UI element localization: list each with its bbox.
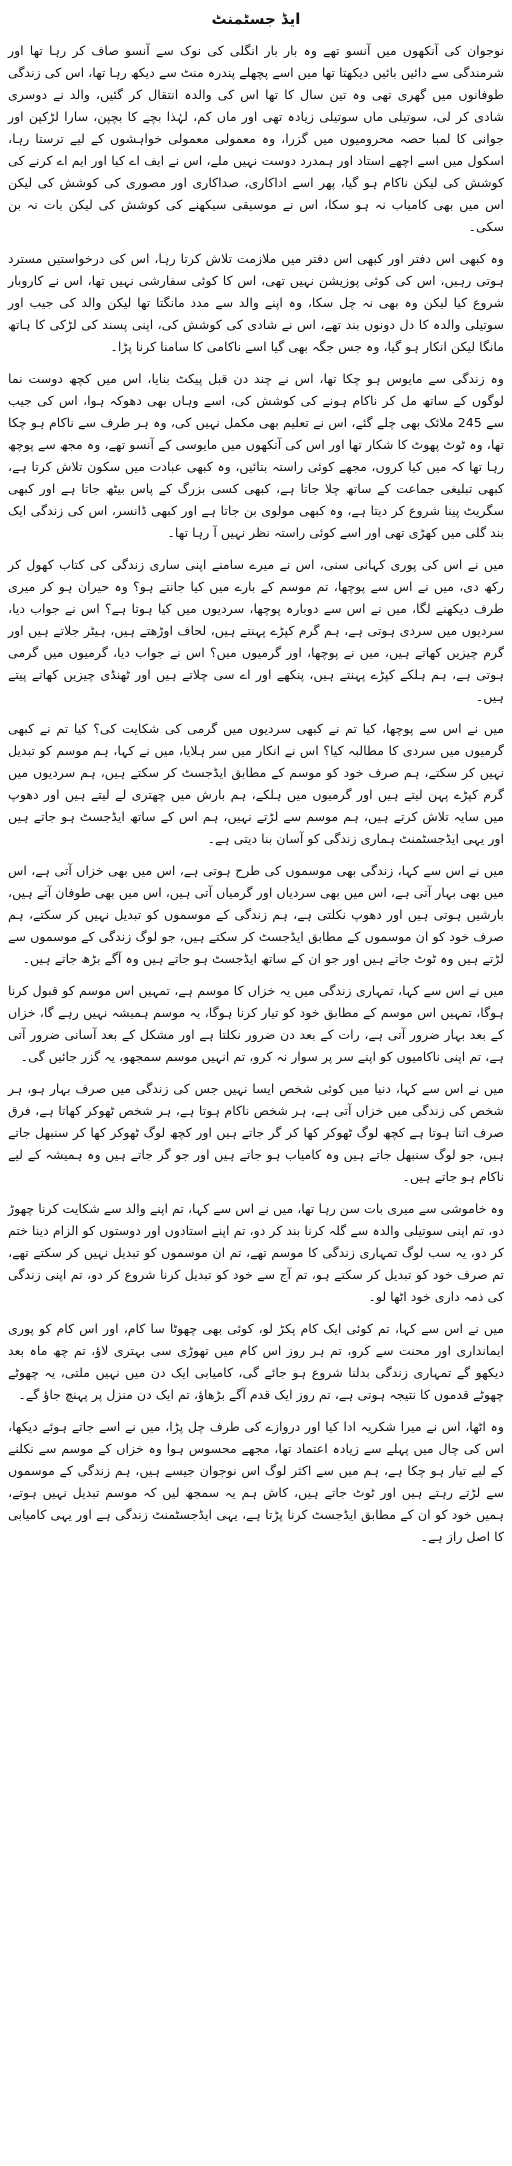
article-paragraph: میں نے اس کی پوری کہانی سنی، اس نے میرے سامنے اپنی ساری زندگی کی کتاب کھول کر رکھ دی، میں نے اس سے پوچھا، تم موسم کے بارے میں کیا جانتے ہو؟ وہ حیران ہو کر میری طرف دیکھنے لگا، میں نے اس سے دوبارہ پوچھا، سردیوں میں کیا ہوتا ہے؟ اس نے جواب دیا، سردیوں میں سردی ہوتی ہے، ہم گرم کپڑے پہنتے ہیں، لحاف اوڑھتے ہیں، ہیٹر جلاتے ہیں اور گرم چیزیں کھاتے ہیں، میں نے پوچھا، اور گرمیوں میں؟ اس نے جواب دیا، گرمیوں میں گرمی ہوتی ہے، ہم ہلکے کپڑے پہنتے ہیں، پنکھے اور اے سی چلاتے ہیں اور ٹھنڈی چیزیں کھاتے پیتے ہیں۔ [8, 557, 504, 704]
article-paragraph: وہ کبھی اس دفتر اور کبھی اس دفتر میں ملازمت تلاش کرتا رہا، اس کی درخواستیں مسترد ہوتی رہیں، اس کی کوئی پوزیشن نہیں تھی، اس کا کوئی سفارشی نہیں تھا، اس نے کاروبار شروع کیا لیکن وہ بھی نہ چل سکا، وہ اپنے والد سے مدد مانگتا تھا لیکن والد کی جیب اور سوتیلی والدہ کا دل دونوں بند تھے، اس نے شادی کی کوشش کی، اپنی پسند کی لڑکی کا ہاتھ مانگا لیکن انکار ہو گیا، وہ جس جگہ بھی گیا اسے ناکامی کا سامنا کرنا پڑا۔ [8, 251, 504, 354]
article-paragraph: میں نے اس سے پوچھا، کیا تم نے کبھی سردیوں میں گرمی کی شکایت کی؟ کیا تم نے کبھی گرمیوں میں سردی کا مطالبہ کیا؟ اس نے انکار میں سر ہلایا، میں نے کہا، ہم موسم کو تبدیل نہیں کر سکتے، ہم صرف خود کو موسم کے مطابق ایڈجسٹ کر سکتے ہیں، ہم سردیوں میں گرم کپڑے پہن لیتے ہیں اور گرمیوں میں ہلکے، ہم بارش میں چھتری لے لیتے ہیں اور دھوپ میں سایہ تلاش کرتے ہیں، ہم موسم سے لڑتے نہیں، ہم اس کے ساتھ ایڈجسٹ ہو جاتے ہیں اور یہی ایڈجسٹمنٹ ہماری زندگی کو آسان بنا دیتی ہے۔ [8, 721, 504, 846]
article-paragraph: میں نے اس سے کہا، تم کوئی ایک کام پکڑ لو، کوئی بھی چھوٹا سا کام، اور اس کام کو پوری ایمانداری اور محنت سے کرو، تم ہر روز اس کام میں تھوڑی سی بہتری لاؤ، تم چھ ماہ بعد دیکھو گے تمہاری زندگی بدلنا شروع ہو جائے گی، کامیابی ایک دن میں نہیں ملتی، یہ چھوٹے چھوٹے قدموں کا نتیجہ ہوتی ہے، تم روز ایک قدم آگے بڑھاؤ، تم ایک دن منزل پر پہنچ جاؤ گے۔ [8, 1321, 504, 1402]
article-paragraph: میں نے اس سے کہا، زندگی بھی موسموں کی طرح ہوتی ہے، اس میں بھی خزاں آتی ہے، اس میں بھی بہار آتی ہے، اس میں بھی سردیاں اور گرمیاں آتی ہیں، اس میں بھی طوفان آتے ہیں، بارشیں ہوتی ہیں اور دھوپ نکلتی ہے، ہم زندگی کے موسموں کو تبدیل نہیں کر سکتے، ہم صرف خود کو ان موسموں کے مطابق ایڈجسٹ کر سکتے ہیں، جو لوگ زندگی کے موسموں سے لڑتے ہیں وہ ٹوٹ جاتے ہیں اور جو ان کے ساتھ ایڈجسٹ ہو جاتے ہیں وہ آگے بڑھ جاتے ہیں۔ [8, 863, 504, 966]
article-title: ایڈ جسٹمنٹ [211, 10, 301, 28]
article-paragraph: وہ اٹھا، اس نے میرا شکریہ ادا کیا اور دروازے کی طرف چل پڑا، میں نے اسے جاتے ہوئے دیکھا، اس کی چال میں پہلے سے زیادہ اعتماد تھا، مجھے محسوس ہوا وہ خزاں کے موسم سے نکلنے کے لیے تیار ہو چکا ہے، ہم میں سے اکثر لوگ اس نوجوان جیسے ہیں، ہم زندگی کے موسموں سے لڑتے رہتے ہیں اور ٹوٹ جاتے ہیں، کاش ہم یہ سمجھ لیں کہ موسم تبدیل نہیں ہوتے، ہمیں خود کو ان کے مطابق ایڈجسٹ کرنا پڑتا ہے، یہی ایڈجسٹمنٹ زندگی ہے اور یہی کامیابی کا اصل راز ہے۔ [8, 1419, 504, 1544]
article-paragraph: نوجوان کی آنکھوں میں آنسو تھے وہ بار بار انگلی کی نوک سے آنسو صاف کر رہا تھا اور شرمندگی سے دائیں بائیں دیکھتا تھا میں اسے پچھلے پندرہ منٹ سے دیکھ رہا تھا، اس کی زندگی طوفانوں میں گھری تھی وہ تین سال کا تھا اس کی والدہ انتقال کر گئیں، والد نے دوسری شادی کر لی، سوتیلی ماں سوتیلی زیادہ تھی اور ماں کم، لہٰذا بچے کا بچپن، سارا لڑکپن اور جوانی کا لمبا حصہ محرومیوں میں گزرا، وہ معمولی معمولی خواہشوں کے لیے ترستا رہا، اسکول میں اسے اچھے استاد اور ہمدرد دوست نہیں ملے، اس نے ایف اے کیا اور ایم اے کرنے کی کوشش کی لیکن ناکام ہو گیا، پھر اسے اداکاری، صداکاری اور مصوری کی کوشش کی لیکن اس میں بھی کامیاب نہ ہو سکا، اس نے موسیقی سیکھنے کی کوشش کی لیکن بات نہ بن سکی۔ [8, 43, 504, 234]
article-body [8, 40, 504, 1548]
article-paragraph: میں نے اس سے کہا، تمہاری زندگی میں یہ خزاں کا موسم ہے، تمہیں اس موسم کو قبول کرنا ہوگا، تمہیں اس موسم کے مطابق خود کو تیار کرنا ہوگا، یہ موسم ہمیشہ نہیں رہے گا، خزاں کے بعد بہار ضرور آتی ہے، رات کے بعد دن ضرور نکلتا ہے اور مشکل کے بعد آسانی ضرور آتی ہے، تم اپنی ناکامیوں کو اپنے سر پر سوار نہ کرو، تم انہیں موسم سمجھو، یہ گزر جائیں گی۔ [8, 983, 504, 1064]
article-paragraph: وہ زندگی سے مایوس ہو چکا تھا، اس نے چند دن قبل پیکٹ بنایا، اس میں کچھ دوست نما لوگوں کے ساتھ مل کر ناکام ہونے کی کوشش کی، اسے وہاں بھی دھوکہ ہوا، اس کی جیب سے 245 ملائک بھی چلے گئے، اس نے تعلیم بھی مکمل نہیں کی، وہ ہر طرف سے ناکام ہو چکا تھا، وہ ٹوٹ پھوٹ کا شکار تھا اور اس کی آنکھوں میں مایوسی کے آنسو تھے، وہ مجھ سے پوچھ رہا تھا کہ میں کیا کروں، مجھے کوئی راستہ بتائیں، وہ کبھی عبادت میں سکون تلاش کرتا ہے، کبھی تبلیغی جماعت کے ساتھ چلا جاتا ہے، کبھی کسی بزرگ کے پاس بیٹھ جاتا ہے اور کبھی سگریٹ پینا شروع کر دیتا ہے، وہ کبھی مولوی بن جاتا ہے اور کبھی ڈانسر، اس کی زندگی ایک بند گلی میں کھڑی تھی اور اسے کوئی راستہ نظر نہیں آ رہا تھا۔ [8, 371, 505, 540]
article-paragraph: میں نے اس سے کہا، دنیا میں کوئی شخص ایسا نہیں جس کی زندگی میں صرف بہار ہو، ہر شخص کی زندگی میں خزاں آتی ہے، ہر شخص ناکام ہوتا ہے، ہر شخص ٹھوکر کھاتا ہے، فرق صرف اتنا ہوتا ہے کچھ لوگ ٹھوکر کھا کر گر جاتے ہیں اور کچھ لوگ ٹھوکر کھا کر سنبھل جاتے ہیں، جو لوگ سنبھل جاتے ہیں وہ کامیاب ہو جاتے ہیں اور جو گر جاتے ہیں وہ ہمیشہ کے لیے ناکام ہو جاتے ہیں۔ [8, 1081, 504, 1184]
article-paragraph: وہ خاموشی سے میری بات سن رہا تھا، میں نے اس سے کہا، تم اپنے والد سے شکایت کرنا چھوڑ دو، تم اپنی سوتیلی والدہ سے گلہ کرنا بند کر دو، تم اپنے استادوں اور دوستوں کو الزام دینا ختم کر دو، یہ سب لوگ تمہاری زندگی کا موسم تھے، تم ان موسموں کو تبدیل نہیں کر سکتے تھے، تم صرف خود کو تبدیل کر سکتے ہو، تم آج سے خود کو تبدیل کرنا شروع کر دو، تم اپنی زندگی کی ذمہ داری خود اٹھا لو۔ [8, 1201, 504, 1304]
